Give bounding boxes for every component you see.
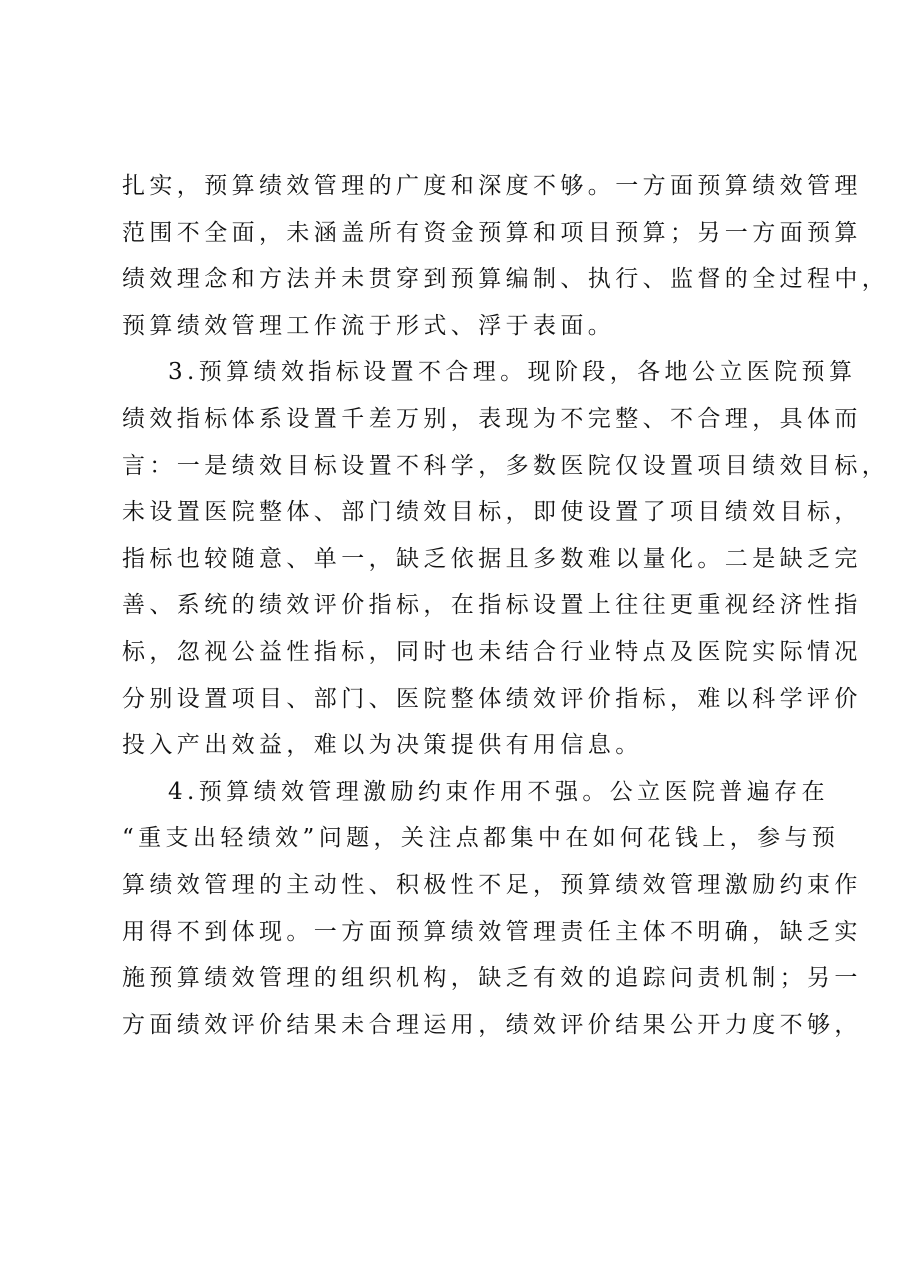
text-line: 3.预算绩效指标设置不合理。现阶段，各地公立医院预算 (168, 359, 857, 386)
paragraph-item-4 (122, 769, 862, 1049)
text-line: 分别设置项目、部门、医院整体绩效评价指标，难以科学评价 (122, 685, 862, 712)
text-line: 预算绩效管理工作流于形式、浮于表面。 (122, 312, 616, 339)
text-line: 标，忽视公益性指标，同时也未结合行业特点及医院实际情况 (122, 638, 862, 665)
text-line: 指标也较随意、单一，缺乏依据且多数难以量化。二是缺乏完 (122, 545, 862, 572)
text-line: “重支出轻绩效”问题，关注点都集中在如何花钱上，参与预 (122, 825, 840, 852)
body-text (122, 163, 890, 1048)
text-line: 范围不全面，未涵盖所有资金预算和项目预算；另一方面预算 (122, 219, 862, 246)
text-line: 言：一是绩效目标设置不科学，多数医院仅设置项目绩效目标， (122, 452, 890, 479)
text-line: 投入产出效益，难以为决策提供有用信息。 (122, 732, 643, 759)
text-line: 扎实，预算绩效管理的广度和深度不够。一方面预算绩效管理 (122, 173, 862, 199)
text-line: 善、系统的绩效评价指标，在指标设置上往往更重视经济性指 (122, 592, 862, 619)
text-line: 算绩效管理的主动性、积极性不足，预算绩效管理激励约束作 (122, 871, 862, 898)
paragraph-item-3 (122, 349, 890, 768)
text-line: 4.预算绩效管理激励约束作用不强。公立医院普遍存在 (168, 778, 829, 805)
text-line: 绩效指标体系设置千差万别，表现为不完整、不合理，具体而 (122, 405, 862, 432)
paragraph-continuation (122, 163, 890, 349)
text-line: 施预算绩效管理的组织机构，缺乏有效的追踪问责机制；另一 (122, 965, 862, 992)
text-line: 绩效理念和方法并未贯穿到预算编制、执行、监督的全过程中， (122, 266, 890, 293)
text-line: 用得不到体现。一方面预算绩效管理责任主体不明确，缺乏实 (122, 918, 862, 945)
text-line: 方面绩效评价结果未合理运用，绩效评价结果公开力度不够， (122, 1011, 862, 1038)
text-line: 未设置医院整体、部门绩效目标，即使设置了项目绩效目标， (122, 499, 862, 526)
